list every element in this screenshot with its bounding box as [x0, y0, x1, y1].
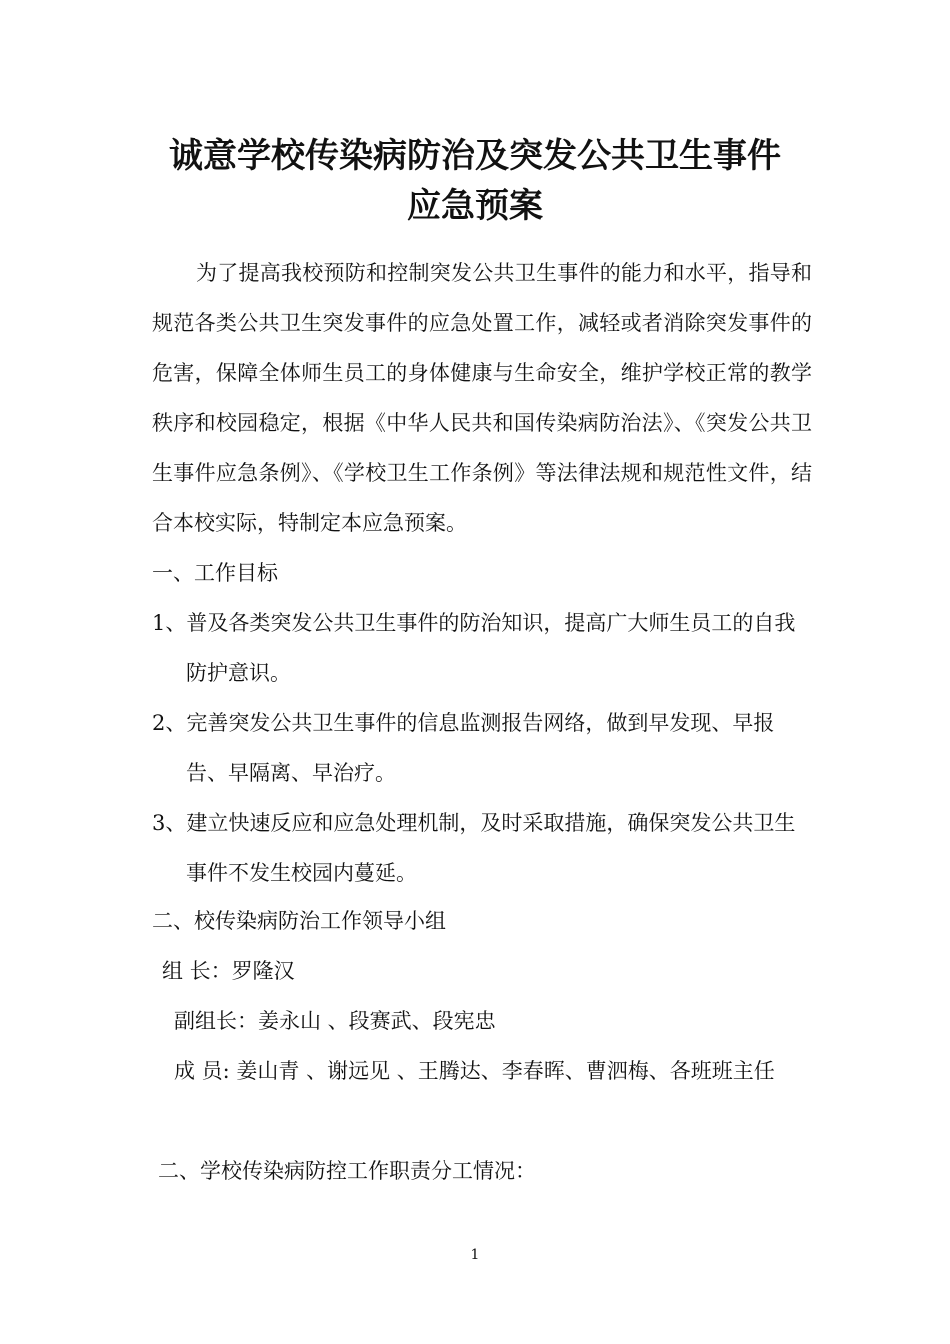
- section-heading-goals: 一、工作目标: [152, 561, 278, 585]
- goal-item-1: 1、普及各类突发公共卫生事件的防治知识，提高广大师生员工的自我防护意识。: [152, 611, 796, 685]
- section-heading-duties: 二、学校传染病防控工作职责分工情况：: [158, 1159, 536, 1183]
- leader-line: 组 长：罗隆汉: [162, 959, 295, 983]
- goal-item-3: 3、建立快速反应和应急处理机制，及时采取措施，确保突发公共卫生事件不发生校园内蔓延。: [152, 811, 796, 885]
- goal-item-2: 2、完善突发公共卫生事件的信息监测报告网络，做到早发现、早报告、早隔离、早治疗。: [152, 711, 775, 785]
- page-number: 1: [470, 1247, 480, 1263]
- section-heading-leadership: 二、校传染病防治工作领导小组: [152, 909, 446, 933]
- members-line: 成 员: 姜山青 、谢远见 、王腾达、李春晖、曹泗梅、各班班主任: [174, 1059, 775, 1083]
- document-title-line-2: 应急预案: [407, 186, 543, 226]
- intro-paragraph: 为了提高我校预防和控制突发公共卫生事件的能力和水平，指导和规范各类公共卫生突发事件的应急处置工作，减轻或者消除突发事件的危害，保障全体师生员工的身体健康与生命安全，维护学校正常的教学秩序和校园稳定，根据《中华人民共和国传染病防治法》、《突发公共卫生事件应急条例》、《学校卫生工作条例》等法律法规和规范性文件，结合本校实际，特制定本应急预案。: [152, 261, 812, 535]
- document-title-line-1: 诚意学校传染病防治及突发公共卫生事件: [169, 136, 781, 176]
- vice-leaders-line: 副组长：姜永山 、段赛武、段宪忠: [174, 1009, 496, 1033]
